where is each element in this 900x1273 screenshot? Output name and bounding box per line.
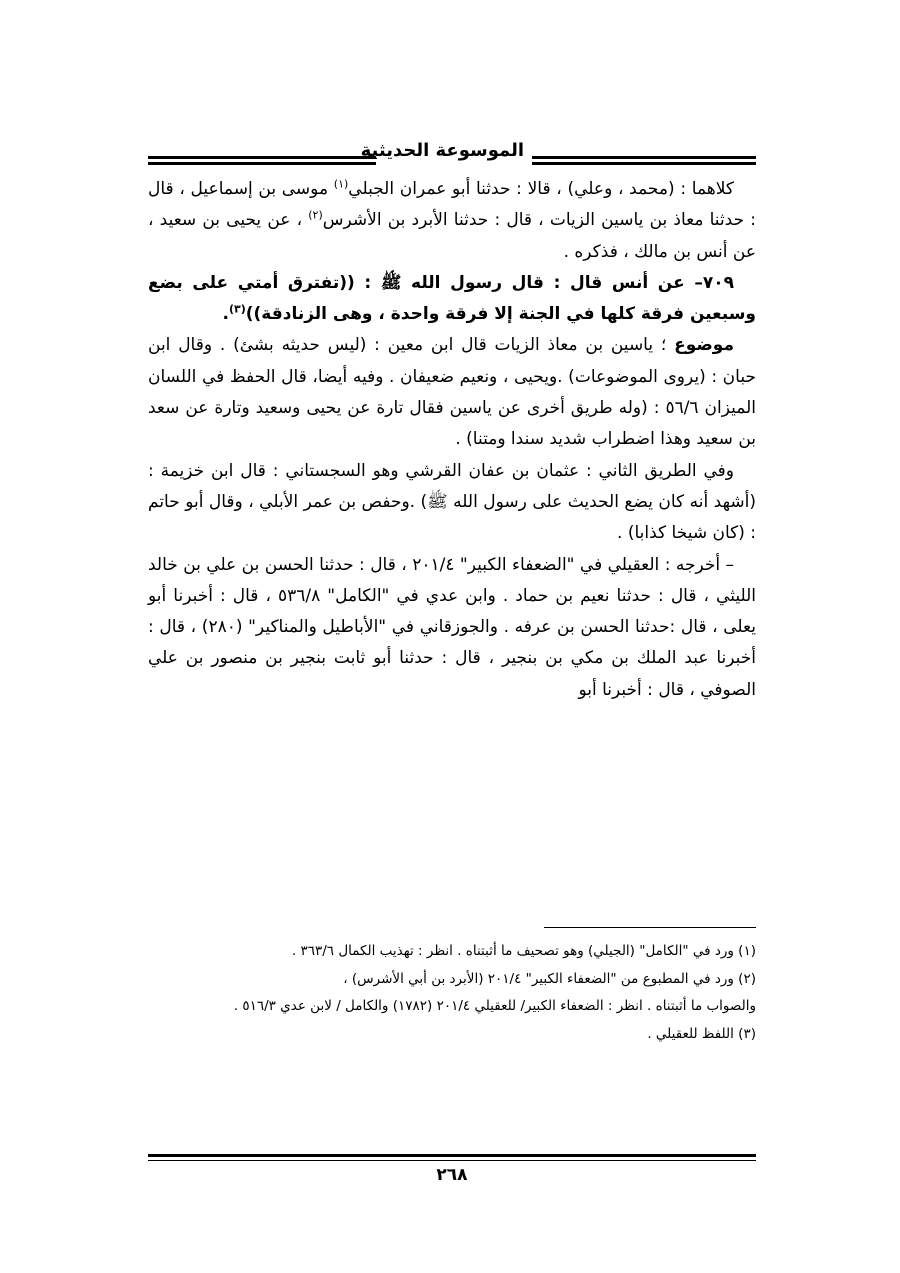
paragraph-isnad [148, 174, 756, 268]
footer-rule [148, 1154, 756, 1161]
header-rule-left [148, 156, 376, 165]
footnote-2-line-1: (٢) ورد في المطبوع من "الضعفاء الكبير" ٢٠١/٤ (الأبرد بن أبي الأشرس) ، [343, 970, 756, 987]
footnotes [148, 938, 756, 1048]
paragraph-takhrij: – أخرجه : العقيلي في "الضعفاء الكبير" ٢٠١/٤ ، قال : حدثنا الحسن بن علي بن خالد الليثي ، قال : حدثنا نعيم بن حماد . وابن عدي في "الكامل" ٥٣٦/٨ ، قال : أخبرنا أبو يعلى ، قال :حدثنا الحسن بن عرفه . والجوزقاني في "الأباطيل والمناكير" (٢٨٠) ، قال : أخبرنا عبد الملك بن مكي بن بنجير ، قال : حدثنا أبو ثابت بنجير بن منصور بن علي الصوفي ، قال : أخبرنا أبو [148, 554, 757, 700]
paragraph-isnad-part-b: موسى بن إسماعيل ، قال : حدثنا معاذ بن ياسين الزيات ، قال : حدثنا الأبرد بن الأشرس [148, 179, 756, 231]
footnote-ref-1: (١) [333, 177, 349, 191]
hadith-709-text: ٧٠٩– عن أنس قال : قال رسول الله ﷺ : ((تفترق أمتي على بضع وسبعين فرقة كلها في الجنة إلا فرقة واحدة ، وهى الزنادقة)) [148, 272, 756, 325]
paragraph-isnad-part-a: كلاهما : (محمد ، وعلي) ، قالا : حدثنا أبو عمران الجبلي [348, 179, 734, 199]
paragraph-isnad-part-c: ، عن يحيى بن سعيد ، عن أنس بن مالك ، فذكره . [148, 210, 756, 262]
footnote-separator [544, 927, 756, 928]
footnote-1: (١) ورد في "الكامل" (الجيلي) وهو تصحيف ما أثبتناه . انظر : تهذيب الكمال ٣٦٣/٦ . [291, 943, 756, 959]
hadith-709 [148, 268, 756, 331]
footnote-2-continuation: والصواب ما أثبتناه . انظر : الضعفاء الكبير/ للعقيلي ٢٠١/٤ (١٧٨٢) والكامل / لابن عدي ٥١٦/٣ . [233, 998, 756, 1014]
main-text [148, 174, 756, 706]
page-number: ٢٦٨ [436, 1165, 468, 1185]
footnote-3: (٣) اللفظ للعقيلي . [647, 1025, 756, 1042]
grading-text: ؛ ياسين بن معاذ الزيات قال ابن معين : (ليس حديثه بشئ) . وقال ابن حبان : (يروى الموضوعات) .ويحيى ، ونعيم ضعيفان . وفيه أيضا، قال الحفظ في اللسان الميزان ٥٦/٦ : (وله طريق أخرى عن ياسين فقال تارة عن يحيى وسعيد وتارة عن سعد بن سعيد وهذا اضطراب شديد سندا ومتنا) . [148, 335, 756, 450]
hadith-709-tail: . [222, 304, 229, 325]
book-page [148, 130, 756, 1210]
paragraph-grading [148, 330, 756, 455]
header-title: الموسوعة الحديثية [360, 140, 524, 161]
grading-label: موضوع [674, 335, 734, 356]
footnote-ref-2: (٢) [308, 208, 323, 222]
footnote-ref-3: (٣) [228, 302, 246, 316]
header-rule-right [532, 156, 756, 165]
paragraph-second-route: وفي الطريق الثاني : عثمان بن عفان القرشي وهو السجستاني : قال ابن خزيمة : (أشهد أنه كان يضع الحديث على رسول الله ﷺ) .وحفص بن عمر الأبلي ، وقال أبو حاتم : (كان شيخا كذابا) . [148, 460, 756, 544]
